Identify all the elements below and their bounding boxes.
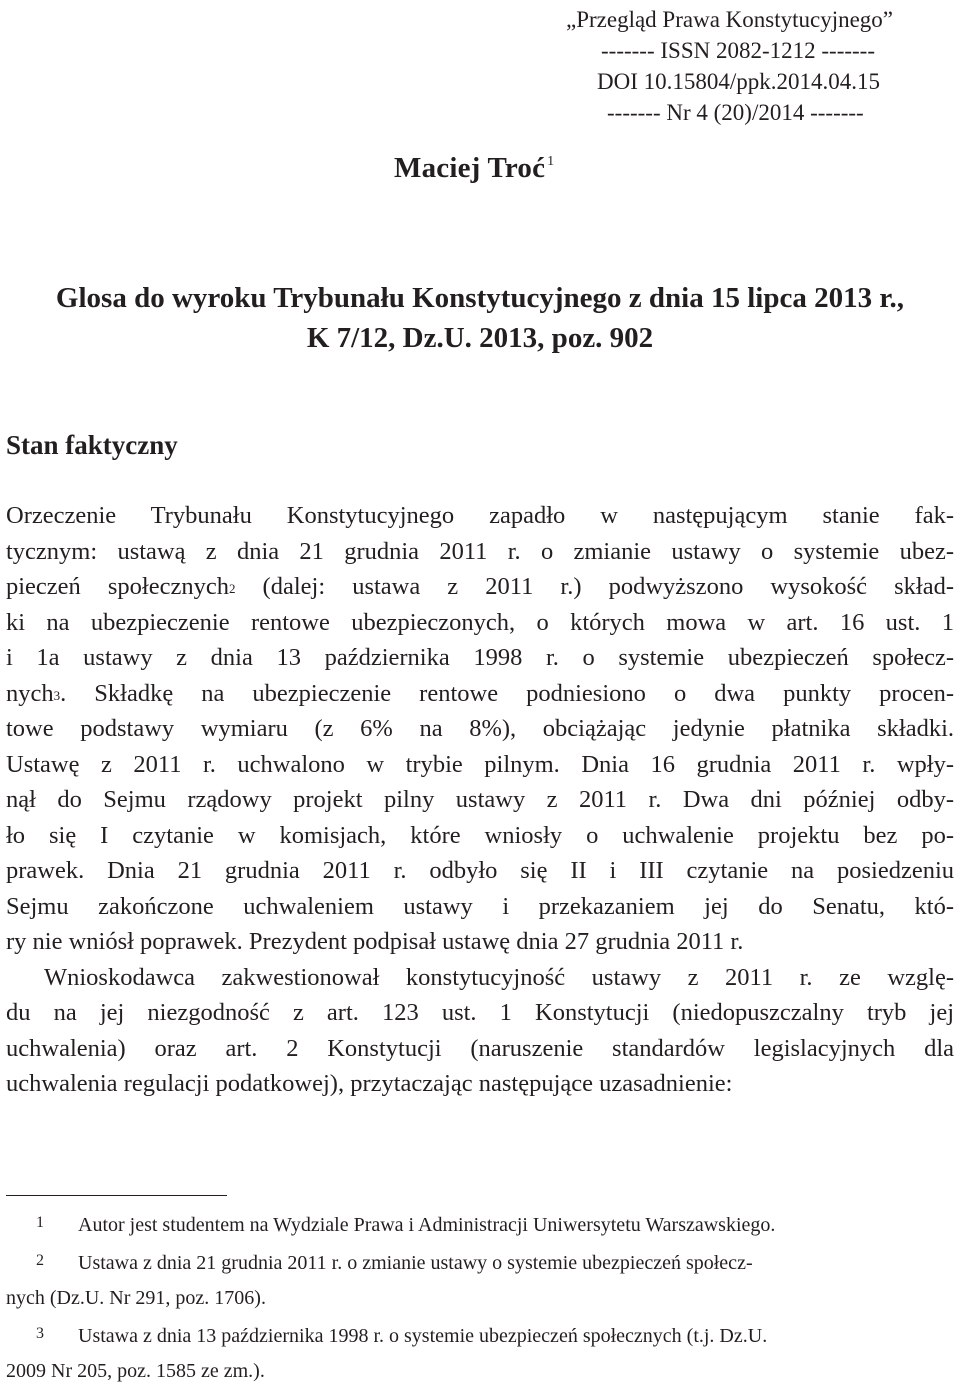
footnote-3-continuation: 2009 Nr 205, poz. 1585 ze zm.). — [6, 1360, 265, 1382]
article-title-line-2: K 7/12, Dz.U. 2013, poz. 902 — [306, 322, 654, 354]
footnote-number: 2 — [36, 1252, 44, 1269]
footnote-number: 3 — [36, 1325, 44, 1342]
body-line: Wnioskodawca zakwestionował konstytucyjność ustawy z 2011 r. ze wzglę- — [44, 963, 954, 991]
body-line: ki na ubezpieczenie rentowe ubezpieczonych, o których mowa w art. 16 ust. 1 — [6, 608, 954, 636]
footnote-ref-2[interactable]: 2 — [228, 581, 236, 596]
body-text — [6, 498, 954, 1102]
journal-issue: ------- Nr 4 (20)/2014 ------- — [607, 100, 864, 125]
body-line: towe podstawy wymiaru (z 6% na 8%), obciążając jedynie płatnika składki. — [6, 715, 954, 742]
section-heading: Stan faktyczny — [6, 430, 178, 460]
body-line: Ustawę z 2011 r. uchwalono w trybie pilnym. Dnia 16 grudnia 2011 r. wpły- — [6, 750, 954, 778]
body-line: tycznym: ustawą z dnia 21 grudnia 2011 r. o zmianie ustawy o systemie ubez- — [6, 537, 954, 565]
footnote-ref-3[interactable]: 3 — [53, 687, 61, 703]
body-line: Sejmu zakończone uchwaleniem ustawy i przekazaniem jej do Senatu, któ- — [6, 892, 954, 920]
body-line: nął do Sejmu rządowy projekt pilny ustawy z 2011 r. Dwa dni później odby- — [6, 786, 954, 813]
author-name — [394, 152, 554, 185]
body-line: ło się I czytanie w komisjach, które wniosły o uchwalenie projektu bez po- — [6, 821, 954, 849]
footnote-1 — [6, 1205, 954, 1243]
article-title — [0, 278, 960, 358]
footnote-3 — [6, 1316, 954, 1354]
footnote-text: Autor jest studentem na Wydziale Prawa i Administracji Uniwersytetu Warszawskiego. — [78, 1214, 776, 1236]
journal-issn: ------- ISSN 2082-1212 ------- — [601, 38, 875, 63]
journal-doi: DOI 10.15804/ppk.2014.04.15 — [597, 69, 881, 94]
footnote-divider — [6, 1195, 227, 1196]
body-line-part: nych — [6, 679, 54, 707]
footnote-text: Ustawa z dnia 13 października 1998 r. o systemie ubezpieczeń społecznych (t.j. Dz.U. — [78, 1325, 768, 1347]
body-line — [6, 676, 954, 712]
body-line: i 1a ustawy z dnia 13 października 1998 r. o systemie ubezpieczeń społecz- — [6, 644, 954, 671]
author-name-text: Maciej Troć — [394, 152, 546, 184]
body-line: ry nie wniósł poprawek. Prezydent podpisał ustawę dnia 27 grudnia 2011 r. — [6, 928, 744, 955]
body-line: prawek. Dnia 21 grudnia 2011 r. odbyło się II i III czytanie na posiedzeniu — [6, 857, 954, 884]
body-line — [6, 569, 954, 605]
footnote-2-continuation: nych (Dz.U. Nr 291, poz. 1706). — [6, 1287, 266, 1309]
footnote-number: 1 — [36, 1214, 44, 1231]
journal-title: „Przegląd Prawa Konstytucyjnego” — [566, 7, 894, 32]
journal-header — [540, 4, 960, 128]
body-line: uchwalenia) oraz art. 2 Konstytucji (naruszenie standardów legislacyjnych dla — [6, 1034, 954, 1062]
footnote-text: Ustawa z dnia 21 grudnia 2011 r. o zmianie ustawy o systemie ubezpieczeń społecz- — [78, 1252, 753, 1274]
article-title-line-1: Glosa do wyroku Trybunału Konstytucyjnego z dnia 15 lipca 2013 r., — [55, 282, 905, 314]
footnote-ref-1[interactable]: 1 — [547, 154, 555, 169]
body-line: Orzeczenie Trybunału Konstytucyjnego zapadło w następującym stanie fak- — [6, 502, 954, 529]
body-line-part: . Składkę na ubezpieczenie rentowe podniesiono o dwa punkty procen- — [60, 679, 954, 707]
body-line: du na jej niezgodność z art. 123 ust. 1 Konstytucji (niedopuszczalny tryb jej — [6, 999, 954, 1026]
body-line: uchwalenia regulacji podatkowej), przytaczając następujące uzasadnienie: — [6, 1070, 733, 1097]
body-line-part: (dalej: ustawa z 2011 r.) podwyższono wysokość skład- — [235, 573, 954, 600]
footnotes — [6, 1205, 954, 1389]
footnote-2 — [6, 1243, 954, 1281]
body-line-part: pieczeń społecznych — [6, 573, 229, 600]
